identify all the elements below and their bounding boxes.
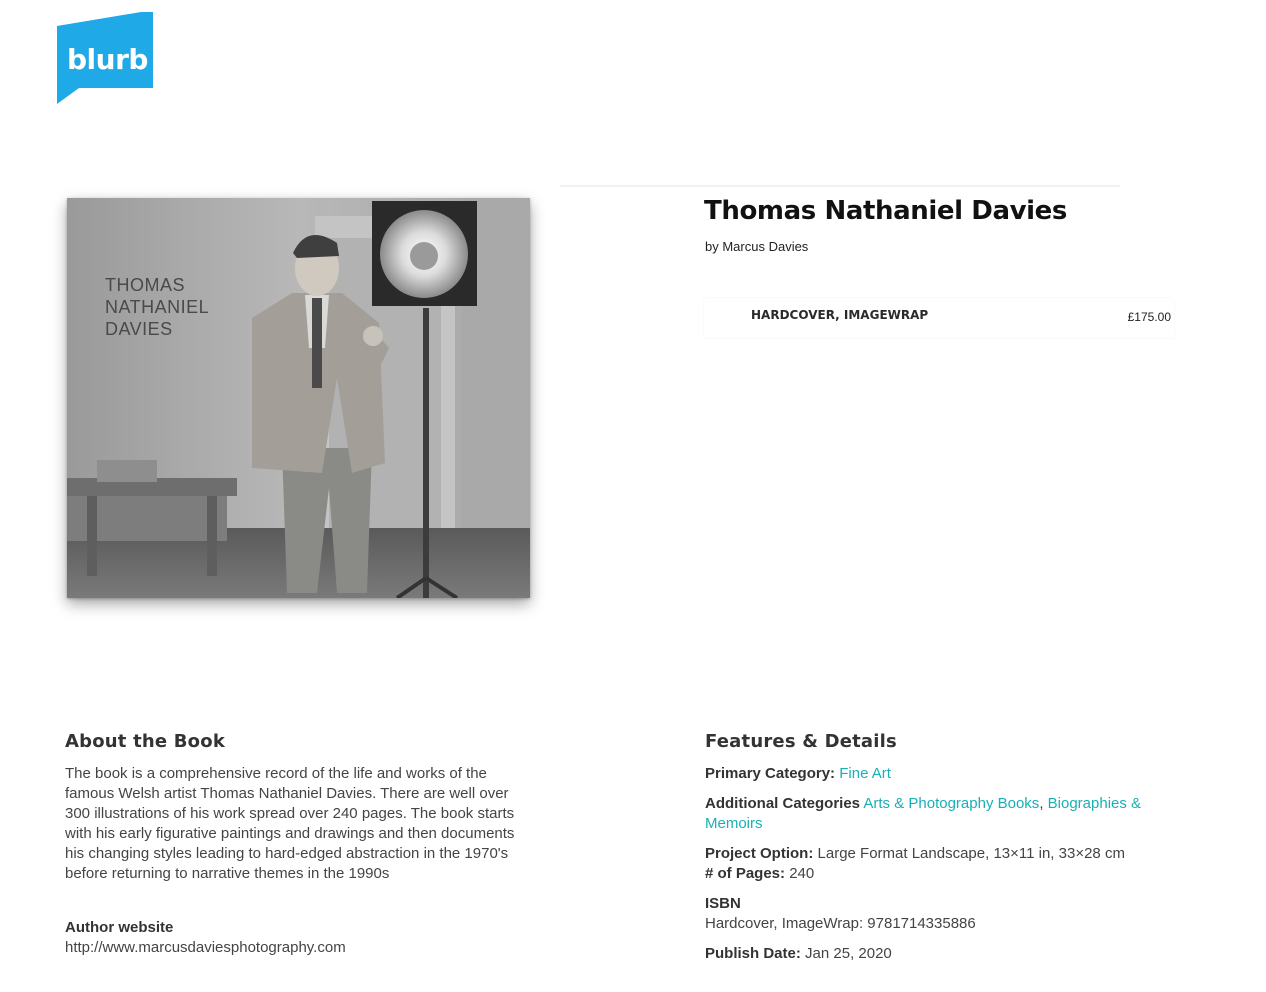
details-heading: Features & Details <box>705 731 897 752</box>
author-website-link[interactable]: http://www.marcusdaviesphotography.com <box>65 939 346 956</box>
header-divider <box>560 185 1120 187</box>
format-price: £175.00 <box>1127 310 1171 324</box>
primary-category-label: Primary Category: <box>705 765 836 782</box>
cover-title-line: DAVIES <box>105 319 173 339</box>
book-title: Thomas Nathaniel Davies <box>704 196 1067 226</box>
publish-date-label: Publish Date: <box>705 945 801 962</box>
additional-category-link[interactable]: Arts & Photography Books <box>863 795 1040 812</box>
about-description: The book is a comprehensive record of the life and works of the famous Welsh artist Thomas Nathaniel Davies. There are well over 300 illustrations of his work spread over 240 pages. The book starts with his early figurative paintings and drawings and then documents his changing styles leading to hard-edged abstraction in the 1970's before returning to narrative themes in the 1990s <box>65 765 515 882</box>
category-separator: , <box>1039 795 1044 812</box>
author-website-label: Author website <box>65 919 174 936</box>
book-byline: by Marcus Davies <box>705 239 809 254</box>
isbn-value: Hardcover, ImageWrap: 9781714335886 <box>705 915 976 932</box>
cover-title-line: THOMAS <box>105 275 186 295</box>
project-option-value: Large Format Landscape, 13×11 in, 33×28 cm <box>817 845 1125 862</box>
publish-date-row <box>705 944 1185 964</box>
format-option-hardcover-imagewrap[interactable] <box>704 298 1174 338</box>
pages-label: # of Pages: <box>705 865 786 882</box>
logo-text: blurb <box>67 43 148 76</box>
about-heading: About the Book <box>65 731 225 752</box>
pages-value: 240 <box>789 865 815 882</box>
cover-photo <box>67 198 530 598</box>
additional-categories-label: Additional Categories <box>705 795 861 812</box>
format-label: HARDCOVER, IMAGEWRAP <box>751 308 929 322</box>
book-cover-image[interactable] <box>67 198 530 598</box>
isbn-label: ISBN <box>705 895 741 912</box>
cover-title-line: NATHANIEL <box>105 297 210 317</box>
additional-category-link[interactable]: Biographies & Memoirs <box>705 795 1142 832</box>
isbn-label-row <box>705 894 1185 914</box>
pages-row <box>705 864 1185 884</box>
additional-categories-row <box>705 794 1185 834</box>
isbn-row <box>705 914 1185 934</box>
project-option-row <box>705 844 1185 864</box>
primary-category-link[interactable]: Fine Art <box>839 765 891 782</box>
primary-category-row <box>705 764 1185 784</box>
details-list <box>705 764 1185 974</box>
cover-title <box>105 274 265 340</box>
publish-date-value: Jan 25, 2020 <box>805 945 892 962</box>
project-option-label: Project Option: <box>705 845 814 862</box>
blurb-logo[interactable] <box>57 12 153 104</box>
